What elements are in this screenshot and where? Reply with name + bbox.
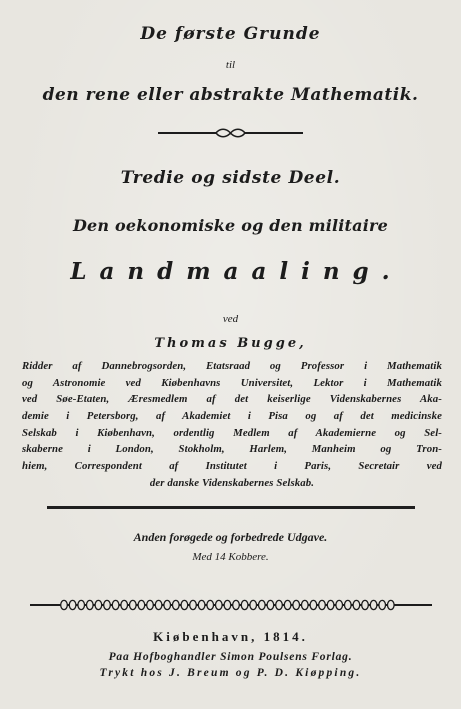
ornament-bead [250, 600, 257, 609]
author-title-line: skaberne i London, Stokholm, Harlem, Manheim og Tron- [22, 443, 442, 456]
ornament-bead [104, 600, 111, 609]
part-heading: Tredie og sidste Deel. [120, 168, 341, 188]
ornament-bead [121, 600, 128, 609]
ornament-bead [207, 600, 214, 609]
edition-note: Anden forøgede og forbedrede Udgave. [133, 530, 328, 544]
author-title-line: Ridder af Dannebrogsorden, Etatsraad og Professor i Mathematik [22, 360, 442, 372]
ornament-divider-top [158, 127, 303, 139]
printer-line: Trykt hos J. Breum og P. D. Kiøpping. [99, 667, 362, 679]
title-line-1: De første Grunde [140, 24, 321, 44]
ornament-bead [164, 600, 171, 609]
ornament-bead [155, 600, 162, 609]
ornament-bead [353, 600, 360, 609]
ornament-bead [95, 600, 102, 609]
ornament-bead [233, 600, 240, 609]
author-name: Thomas Bugge, [154, 336, 307, 351]
ornament-bead [181, 600, 188, 609]
ornament-bead [345, 600, 352, 609]
ornament-bead [190, 600, 197, 609]
ornament-bead [198, 600, 205, 609]
title-line-3: den rene eller abstrakte Mathematik. [42, 85, 419, 105]
ornament-bead [310, 600, 317, 609]
author-title-line: og Astronomie ved Kiøbenhavns Universitet, Lektor i Mathematik [22, 376, 442, 389]
ornament-bead [284, 600, 291, 609]
ornament-bead [130, 600, 137, 609]
ornament-bead [112, 600, 119, 609]
ornament-bead [327, 600, 334, 609]
ornament-bead [319, 600, 326, 609]
ornament-bead [293, 600, 300, 609]
subtitle: Den oekonomiske og den militaire [72, 216, 389, 235]
author-title-line: ved Søe-Etaten, Æresmedlem af det keiserlige Videnskabernes Aka- [22, 393, 442, 406]
ornament-bead [241, 600, 248, 609]
ornament-bead [362, 600, 369, 609]
place-year: Kiøbenhavn, 1814. [153, 629, 308, 644]
ornament-bead [336, 600, 343, 609]
author-titles [22, 360, 442, 494]
ornament-bead [216, 600, 223, 609]
author-title-line: der danske Videnskabernes Selskab. [149, 476, 315, 489]
main-title: Landmaaling. [70, 258, 403, 285]
ornament-bead [61, 600, 68, 609]
ornament-bead [388, 600, 395, 609]
ornament-bead [87, 600, 94, 609]
ornament-bead [370, 600, 377, 609]
author-title-line: hiem, Correspondent af Institutet i Paris, Secretair ved [22, 460, 442, 473]
ornament-bead [302, 600, 309, 609]
ornament-bead [78, 600, 85, 609]
ornament-bead [224, 600, 231, 609]
ornament-bead [69, 600, 76, 609]
by-line: ved [222, 313, 239, 325]
ornament-bead [173, 600, 180, 609]
ornament-bead [259, 600, 266, 609]
publisher-line: Paa Hofboghandler Simon Poulsens Forlag. [108, 651, 353, 663]
ornament-bead [138, 600, 145, 609]
author-title-line: Selskab i Kiøbenhavn, ordentlig Medlem af Akademierne og Sel- [22, 426, 442, 439]
ornament-bead [147, 600, 154, 609]
horizontal-rule [47, 506, 415, 509]
ornament-bead [276, 600, 283, 609]
title-line-2: til [225, 59, 236, 71]
ornament-bead [267, 600, 274, 609]
author-title-line: demie i Petersborg, af Akademiet i Pisa og af det medicinske [22, 410, 442, 423]
ornament-bead [379, 600, 386, 609]
plates-note: Med 14 Kobbere. [192, 551, 269, 563]
ornament-divider-bottom [30, 597, 432, 613]
